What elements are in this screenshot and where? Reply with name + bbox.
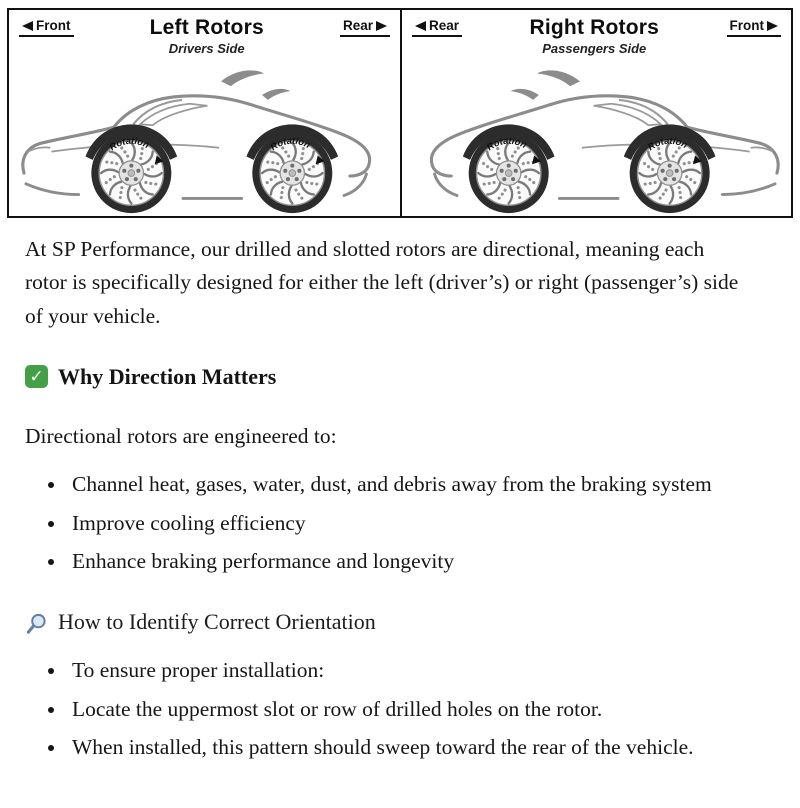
panel-subtitle: Passengers Side — [542, 41, 647, 56]
rear-direction-label — [412, 18, 462, 37]
left-arrow-icon — [22, 21, 33, 31]
car-line-art — [23, 70, 370, 213]
left-rotors-panel — [9, 10, 400, 216]
direction-text: Rear — [429, 18, 460, 33]
direction-text: Front — [36, 18, 71, 33]
check-mark-icon: ✓ — [25, 365, 48, 388]
list-item: • To ensure proper installation: — [67, 654, 750, 687]
list-item: • Channel heat, gases, water, dust, and debris away from the braking system — [67, 468, 750, 501]
left-panel-header — [9, 10, 400, 56]
list-item: • Enhance braking performance and longevity — [67, 545, 750, 578]
list-item: • Improve cooling efficiency — [67, 507, 750, 540]
direction-text: Front — [729, 18, 764, 33]
panel-subtitle: Drivers Side — [168, 41, 245, 56]
front-direction-label — [19, 18, 74, 37]
left-car-illustration — [9, 56, 400, 216]
right-car-illustration — [402, 56, 791, 216]
right-arrow-icon — [767, 21, 778, 31]
lead-paragraph: Directional rotors are engineered to: — [25, 424, 337, 449]
left-arrow-icon — [415, 21, 426, 31]
panel-title: Left Rotors — [149, 16, 264, 39]
right-panel-header — [402, 10, 791, 56]
intro-paragraph: At SP Performance, our drilled and slotted rotors are directional, meaning each rotor is specifically designed for either the left (driver’s) or right (passenger’s) side of your vehicle. — [25, 237, 739, 328]
list-item: • Locate the uppermost slot or row of drilled holes on the rotor. — [67, 693, 750, 726]
rotor-direction-diagram — [7, 8, 793, 218]
heading-text: How to Identify Correct Orientation — [58, 609, 376, 635]
identify-bullet-list — [25, 654, 750, 764]
heading-text: Why Direction Matters — [58, 363, 277, 389]
right-rotors-panel — [400, 10, 791, 216]
why-bullet-list — [25, 468, 750, 578]
front-direction-label — [727, 18, 782, 37]
rear-direction-label — [340, 18, 390, 37]
panel-title: Right Rotors — [529, 16, 660, 39]
magnifier-icon — [25, 611, 48, 634]
why-direction-matters-heading — [25, 360, 750, 394]
article-content — [0, 233, 775, 764]
list-item: • When installed, this pattern should sweep toward the rear of the vehicle. — [67, 731, 750, 764]
identify-orientation-heading — [25, 605, 750, 639]
right-panel-titles — [529, 16, 659, 56]
right-arrow-icon — [376, 21, 387, 31]
mirrored-car-line-art — [431, 70, 778, 213]
left-panel-titles — [150, 16, 264, 56]
direction-text: Rear — [342, 18, 373, 33]
